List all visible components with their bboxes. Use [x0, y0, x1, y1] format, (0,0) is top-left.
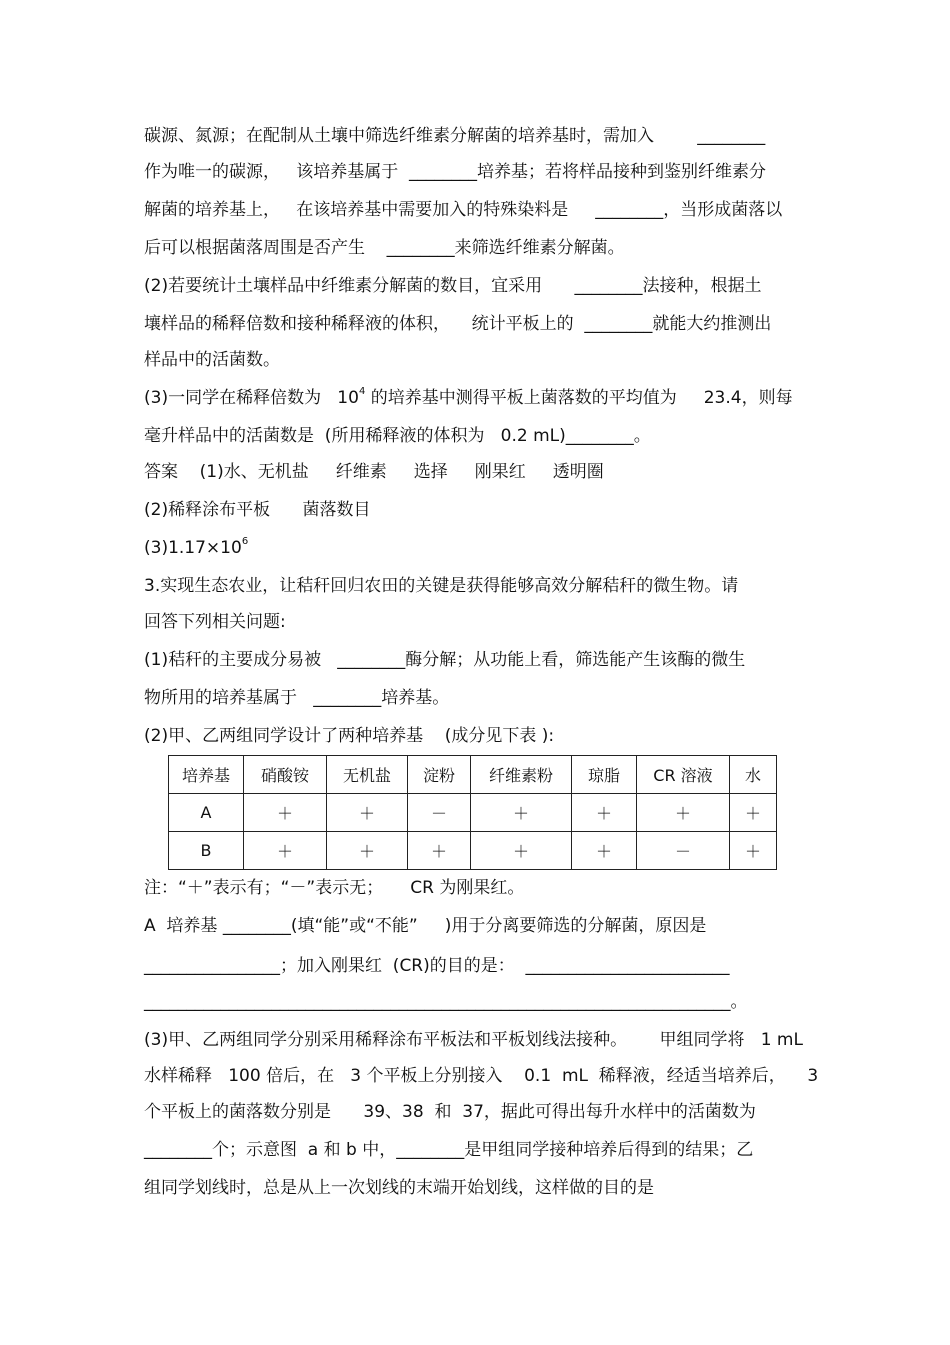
- answer-blank-line: _____________________________________________________________________。: [144, 992, 748, 1012]
- table-row: [169, 794, 777, 832]
- table-cell: ＋: [244, 832, 327, 870]
- text-line: 解菌的培养基上， 在该培养基中需要加入的特殊染料是 ________，当形成菌落以: [144, 200, 783, 220]
- text-line: 毫升样品中的活菌数是 (所用稀释液的体积为 0.2 mL)________。: [144, 426, 651, 446]
- text-line: 物所用的培养基属于 ________培养基。: [144, 688, 450, 708]
- answer-3-base: (3)1.17×10: [144, 538, 242, 558]
- table-cell: ＋: [572, 794, 637, 832]
- question-3-3-text: (3)甲、乙两组同学分别采用稀释涂布平板法和平板划线法接种。 甲组同学将 1 mL: [144, 1030, 803, 1050]
- table-header-cell: 纤维素粉: [471, 756, 572, 794]
- table-cell: ＋: [730, 794, 777, 832]
- text-line: 作为唯一的碳源， 该培养基属于 ________培养基；若将样品接种到鉴别纤维素分: [144, 162, 767, 182]
- text-line: 壤样品的稀释倍数和接种稀释液的体积， 统计平板上的 ________就能大约推测出: [144, 314, 772, 334]
- table-cell: －: [637, 832, 730, 870]
- table-header-cell: 培养基: [169, 756, 244, 794]
- text-line: 回答下列相关问题:: [144, 612, 286, 632]
- table-cell: A: [169, 794, 244, 832]
- table-cell: ＋: [572, 832, 637, 870]
- text-line: 后可以根据菌落周围是否产生 ________来筛选纤维素分解菌。: [144, 238, 625, 258]
- answer-line: [144, 536, 248, 560]
- question-3-text: [144, 386, 793, 410]
- table-cell: ＋: [244, 794, 327, 832]
- text-line: 碳源、氮源；在配制从土壤中筛选纤维素分解菌的培养基时，需加入 ________: [144, 126, 766, 146]
- table-cell: ＋: [637, 794, 730, 832]
- table-note: 注：“＋”表示有；“－”表示无； CR 为刚果红。: [144, 878, 525, 898]
- text-line: ________________；加入刚果红 (CR)的目的是： ________________________: [144, 956, 730, 976]
- text-line: 个平板上的菌落数分别是 39、38 和 37，据此可得出每升水样中的活菌数为: [144, 1102, 756, 1122]
- answer-line: (2)稀释涂布平板 菌落数目: [144, 500, 371, 520]
- text-line: (2)甲、乙两组同学设计了两种培养基 (成分见下表 ):: [144, 726, 555, 746]
- table-cell: ＋: [471, 794, 572, 832]
- table-header-cell: 无机盐: [327, 756, 408, 794]
- table-cell: ＋: [327, 832, 408, 870]
- table-cell: ＋: [730, 832, 777, 870]
- table-cell: －: [408, 794, 471, 832]
- answer-line: 答案 (1)水、无机盐 纤维素 选择 刚果红 透明圈: [144, 462, 604, 482]
- text-line: ________个；示意图 a 和 b 中，________是甲组同学接种培养后得到的结果；乙: [144, 1140, 754, 1160]
- table-header-cell: 淀粉: [408, 756, 471, 794]
- text-line: A 培养基 ________(填“能”或“不能” )用于分离要筛选的分解菌，原因是: [144, 916, 707, 936]
- table-header-cell: 琼脂: [572, 756, 637, 794]
- q3-text-before: (3)一同学在稀释倍数为 10: [144, 388, 359, 408]
- table-header-cell: CR 溶液: [637, 756, 730, 794]
- exponent: 6: [241, 536, 249, 547]
- table-cell: ＋: [327, 794, 408, 832]
- text-line: 样品中的活菌数。: [144, 350, 280, 370]
- text-line: 组同学划线时，总是从上一次划线的末端开始划线，这样做的目的是: [144, 1178, 654, 1198]
- table-header-row: [169, 756, 777, 794]
- table-cell: B: [169, 832, 244, 870]
- problem-3-heading: 3.实现生态农业，让秸秆回归农田的关键是获得能够高效分解秸秆的微生物。请: [144, 576, 739, 596]
- text-line: 水样稀释 100 倍后，在 3 个平板上分别接入 0.1 mL 稀释液，经适当培养后， 3: [144, 1066, 819, 1086]
- text-line: (1)秸秆的主要成分易被 ________酶分解；从功能上看，筛选能产生该酶的微生: [144, 650, 746, 670]
- table-cell: ＋: [471, 832, 572, 870]
- question-2-text: (2)若要统计土壤样品中纤维素分解菌的数目，宜采用 ________法接种，根据土: [144, 276, 762, 296]
- medium-composition-table: [168, 755, 777, 870]
- q3-text-after: 的培养基中测得平板上菌落数的平均值为 23.4，则每: [365, 388, 793, 408]
- table-row: [169, 832, 777, 870]
- table-header-cell: 硝酸铵: [244, 756, 327, 794]
- table-header-cell: 水: [730, 756, 777, 794]
- exponent: 4: [358, 386, 366, 397]
- table-cell: ＋: [408, 832, 471, 870]
